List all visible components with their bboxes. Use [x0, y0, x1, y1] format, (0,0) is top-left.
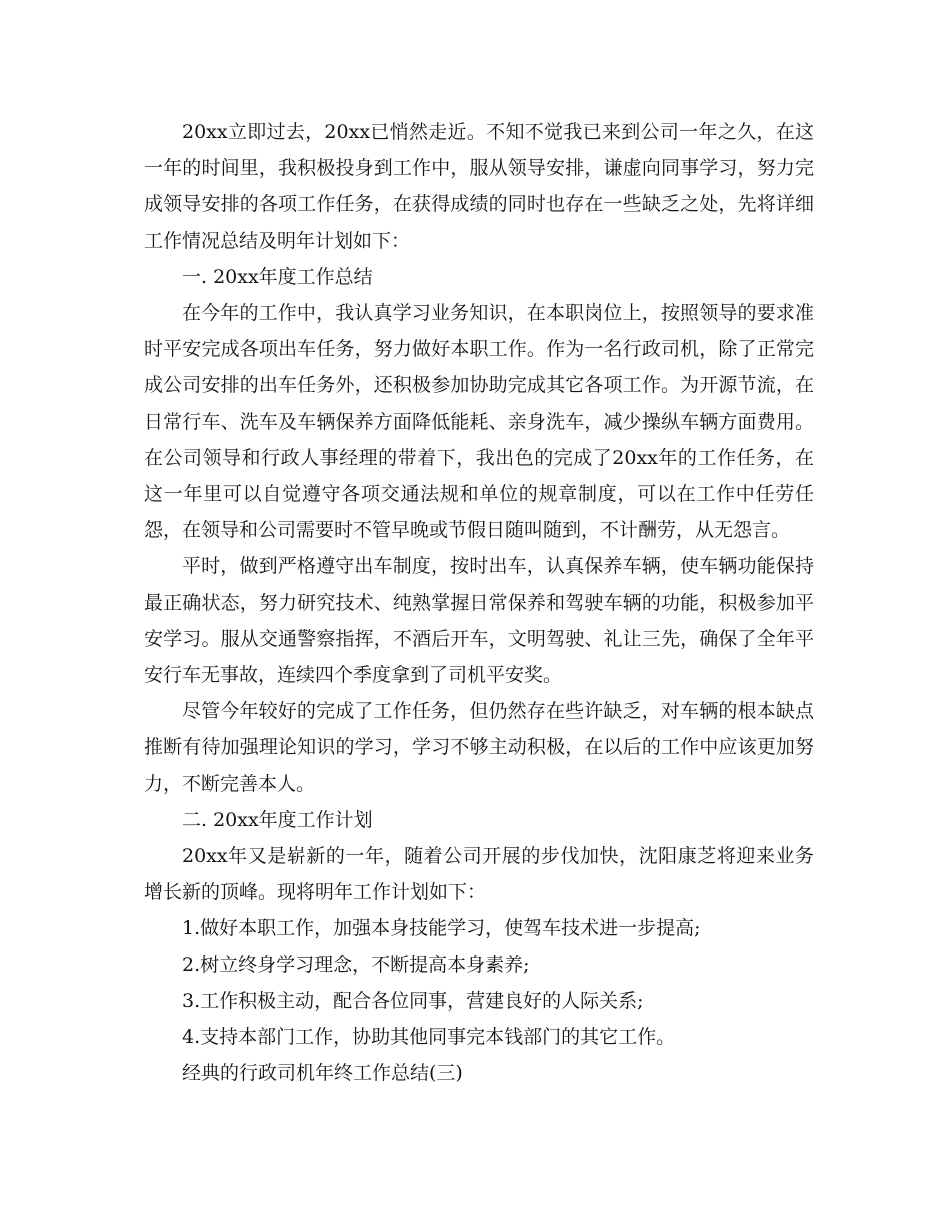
plan-list-item: 3.工作积极主动，配合各位同事，营建良好的人际关系; — [182, 989, 644, 1012]
document-body — [144, 114, 814, 1091]
body-paragraph: 在今年的工作中，我认真学习业务知识，在本职岗位上，按照领导的要求准时平安完成各项出车任务，努力做好本职工作。作为一名行政司机，除了正常完成公司安排的出车任务外，还积极参加协助完成其它各项工作。为开源节流，在日常行车、洗车及车辆保养方面降低能耗、亲身洗车，减少操纵车辆方面费用。在公司领导和行政人事经理的带着下，我出色的完成了20xx年的工作任务，在这一年里可以自觉遵守各项交通法规和单位的规章制度，可以在工作中任劳任怨，在领导和公司需要时不管早晚或节假日随叫随到，不计酬劳，从无怨言。 — [144, 302, 814, 542]
plan-list-item: 4.支持本部门工作，协助其他同事完本钱部门的其它工作。 — [182, 1026, 676, 1049]
body-paragraph: 尽管今年较好的完成了工作任务，但仍然存在些许缺乏，对车辆的根本缺点推断有待加强理论知识的学习，学习不够主动积极，在以后的工作中应该更加努力，不断完善本人。 — [144, 700, 814, 795]
body-paragraph: 平时，做到严格遵守出车制度，按时出车，认真保养车辆，使车辆功能保持最正确状态，努力研究技术、纯熟掌握日常保养和驾驶车辆的功能，积极参加平安学习。服从交通警察指挥，不酒后开车，文明驾驶、礼让三先，确保了全年平安行车无事故，连续四个季度拿到了司机平安奖。 — [144, 555, 814, 687]
plan-list-item: 2.树立终身学习理念，不断提高本身素养; — [182, 953, 530, 976]
section-heading-summary: 一. 20xx年度工作总结 — [182, 265, 373, 288]
next-document-title: 经典的行政司机年终工作总结(三) — [182, 1062, 463, 1085]
section-heading-plan: 二. 20xx年度工作计划 — [182, 808, 373, 831]
intro-paragraph: 20xx立即过去，20xx已悄然走近。不知不觉我已来到公司一年之久，在这一年的时间里，我积极投身到工作中，服从领导安排，谦虚向同事学习，努力完成领导安排的各项工作任务，在获得成绩的同时也存在一些缺乏之处，先将详细工作情况总结及明年计划如下： — [144, 121, 814, 252]
plan-list-item: 1.做好本职工作，加强本身技能学习，使驾车技术进一步提高; — [182, 917, 701, 940]
body-paragraph: 20xx年又是崭新的一年，随着公司开展的步伐加快，沈阳康芝将迎来业务增长新的顶峰。现将明年工作计划如下： — [144, 845, 814, 904]
